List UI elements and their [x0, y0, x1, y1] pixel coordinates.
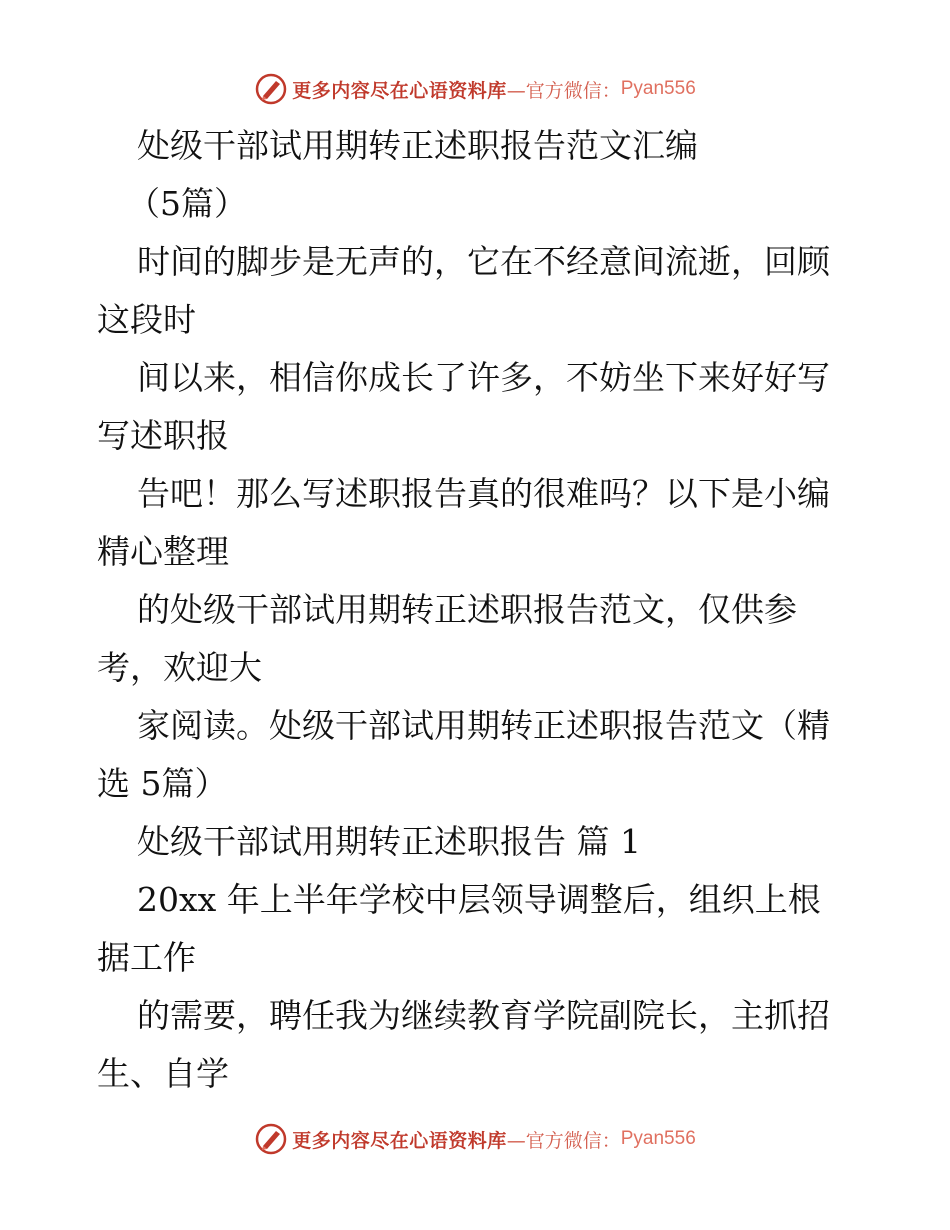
- text-line: 家阅读。处级干部试用期转正述职报告范文（精: [137, 706, 830, 745]
- section-heading: 处级干部试用期转正述职报告 篇 1: [137, 822, 641, 861]
- header-watermark: [0, 72, 950, 106]
- text-line: 写述职报: [97, 416, 229, 455]
- text-line: 间以来，相信你成长了许多，不妨坐下来好好写: [137, 358, 830, 397]
- text-line: 选 5篇）: [97, 764, 228, 803]
- text-line: 告吧！那么写述职报告真的很难吗？以下是小编: [137, 474, 830, 513]
- watermark-main-text: 更多内容尽在心语资料库: [292, 79, 507, 102]
- pen-logo-icon: [254, 1122, 288, 1156]
- text-line: 精心整理: [97, 532, 229, 571]
- watermark-sub-text: —官方微信：: [506, 1129, 621, 1152]
- text-line: 据工作: [97, 938, 196, 977]
- watermark-main-text: 更多内容尽在心语资料库: [292, 1129, 507, 1152]
- pen-logo-icon: [254, 72, 288, 106]
- text-line: 生、自学: [97, 1054, 229, 1093]
- text-line: 的需要，聘任我为继续教育学院副院长，主抓招: [137, 996, 830, 1035]
- text-line: 这段时: [97, 300, 196, 339]
- text-line: 时间的脚步是无声的，它在不经意间流逝，回顾: [137, 242, 830, 281]
- watermark-wechat-id: Pyan556: [620, 78, 696, 99]
- watermark-sub-text: —官方微信：: [506, 79, 621, 102]
- text-line: 20xx 年上半年学校中层领导调整后，组织上根: [137, 880, 821, 919]
- text-line: 的处级干部试用期转正述职报告范文，仅供参: [137, 590, 797, 629]
- document-title-count: （5篇）: [127, 184, 247, 223]
- document-body: [97, 122, 857, 1108]
- watermark-wechat-id: Pyan556: [620, 1128, 696, 1149]
- document-title: 处级干部试用期转正述职报告范文汇编: [137, 126, 698, 165]
- text-line: 考，欢迎大: [97, 648, 262, 687]
- footer-watermark: [0, 1122, 950, 1156]
